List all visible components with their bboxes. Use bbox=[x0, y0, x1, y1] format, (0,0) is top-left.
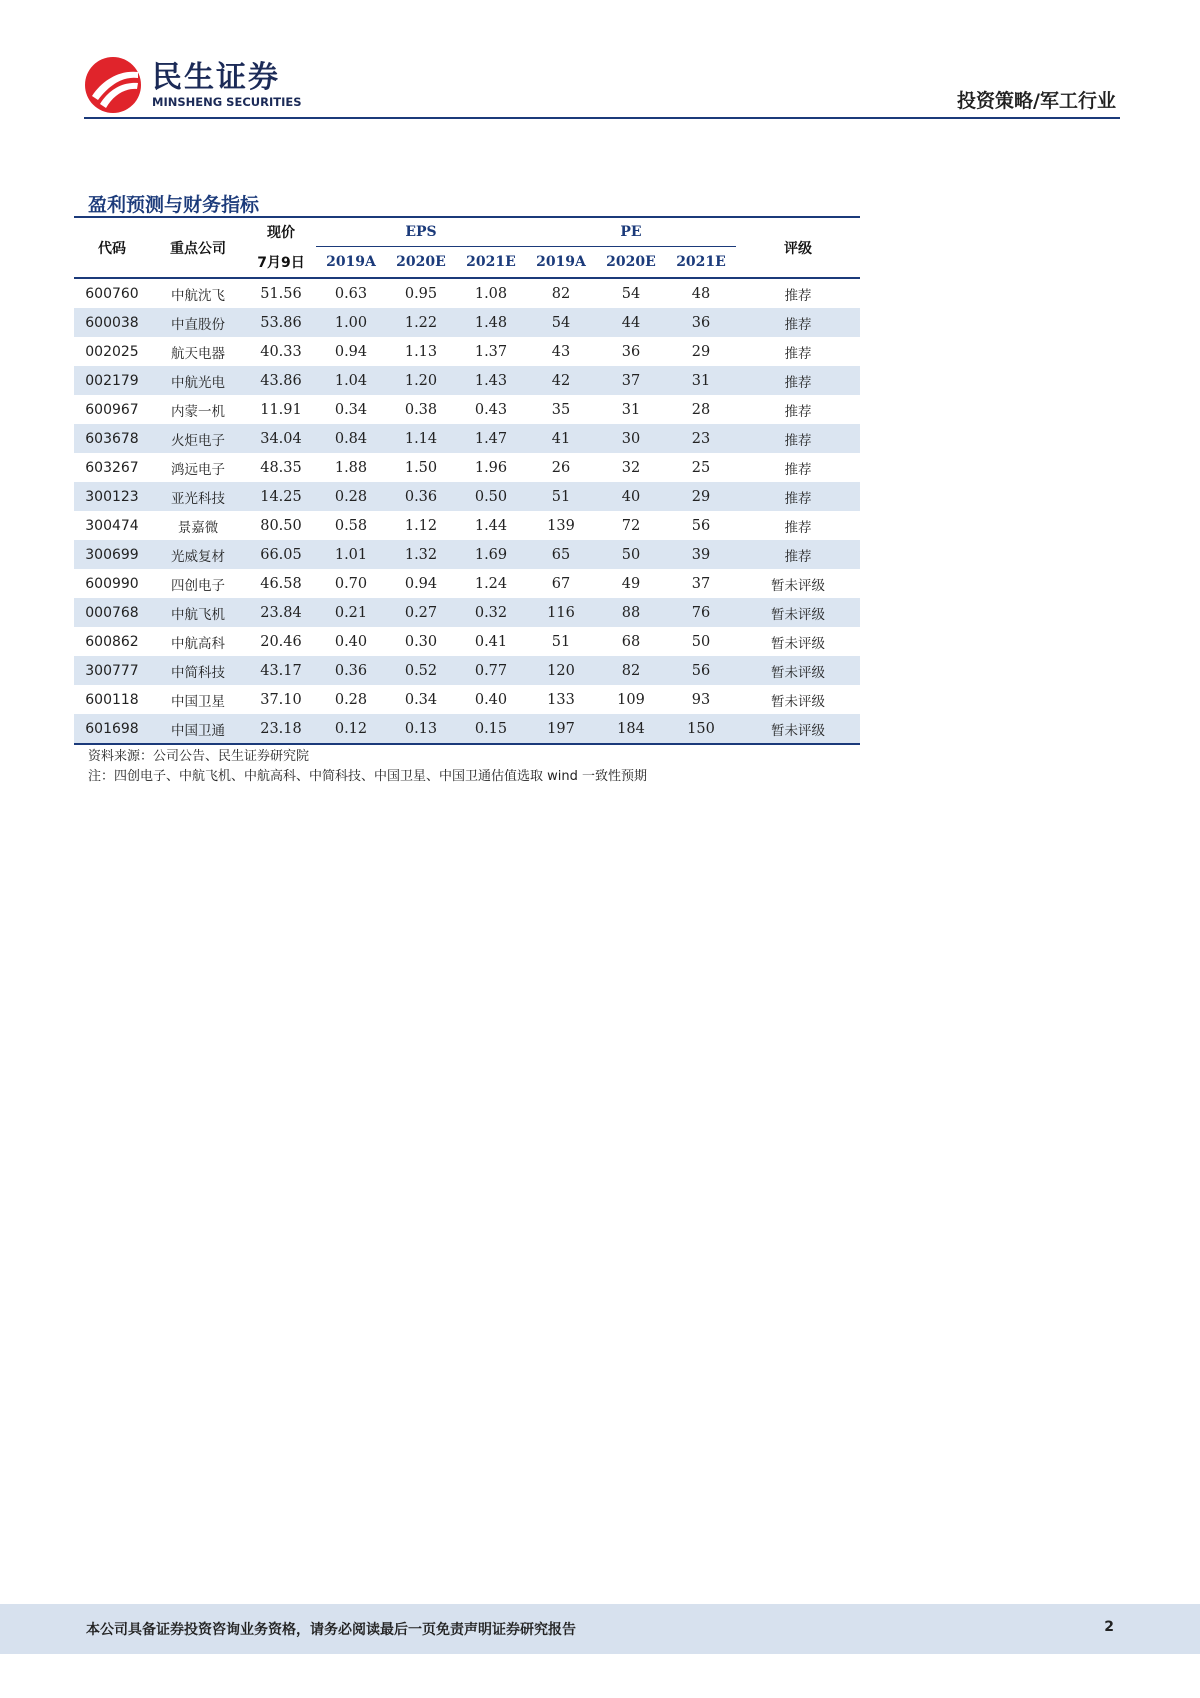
table-row bbox=[74, 714, 860, 744]
section-title: 盈利预测与财务指标 bbox=[88, 194, 260, 216]
cell-eps-2020e: 0.36 bbox=[386, 482, 456, 511]
header-price: 现价 bbox=[267, 225, 295, 242]
table-row bbox=[74, 453, 860, 482]
header-eps: EPS bbox=[316, 217, 526, 247]
table-row bbox=[74, 598, 860, 627]
header-divider bbox=[84, 117, 1120, 119]
cell-company: 内蒙一机 bbox=[171, 403, 225, 420]
cell-pe-2020e: 109 bbox=[617, 691, 645, 708]
table-body bbox=[74, 278, 860, 744]
cell-eps-2021e: 0.43 bbox=[474, 401, 508, 418]
cell-rating: 推荐 bbox=[736, 424, 860, 453]
table-header-row-1 bbox=[74, 217, 860, 247]
cell-code: 300123 bbox=[74, 482, 150, 511]
cell-rating: 推荐 bbox=[784, 461, 812, 478]
cell-eps-2020e: 0.30 bbox=[404, 633, 438, 650]
cell-eps-2020e: 1.12 bbox=[404, 517, 438, 534]
cell-pe-2019a: 54 bbox=[526, 308, 596, 337]
cell-pe-2020e: 88 bbox=[596, 598, 666, 627]
cell-eps-2021e: 1.43 bbox=[456, 366, 526, 395]
cell-code: 300474 bbox=[85, 517, 139, 534]
cell-pe-2019a: 65 bbox=[526, 540, 596, 569]
cell-eps-2021e: 1.24 bbox=[474, 575, 508, 592]
cell-eps-2020e: 0.95 bbox=[404, 285, 438, 302]
cell-price: 20.46 bbox=[260, 633, 302, 650]
cell-price: 37.10 bbox=[260, 691, 302, 708]
header-price-date: 7月9日 bbox=[257, 254, 305, 271]
cell-code: 300777 bbox=[74, 656, 150, 685]
logo-english-name: MINSHENG SECURITIES bbox=[152, 95, 302, 109]
cell-company: 光威复材 bbox=[150, 540, 246, 569]
cell-pe-2021e: 39 bbox=[666, 540, 736, 569]
company-logo bbox=[84, 56, 302, 114]
cell-eps-2021e: 0.50 bbox=[456, 482, 526, 511]
header-company: 重点公司 bbox=[170, 240, 226, 257]
cell-company: 亚光科技 bbox=[150, 482, 246, 511]
cell-eps-2019a: 0.28 bbox=[316, 482, 386, 511]
cell-eps-2020e: 1.20 bbox=[386, 366, 456, 395]
cell-pe-2020e: 54 bbox=[621, 285, 641, 302]
cell-pe-2019a: 41 bbox=[526, 424, 596, 453]
footer-disclaimer: 本公司具备证券投资咨询业务资格，请务必阅读最后一页免责声明证券研究报告 bbox=[86, 1622, 576, 1638]
cell-company: 鸿远电子 bbox=[171, 461, 225, 478]
page-footer bbox=[0, 1604, 1200, 1654]
page-header bbox=[84, 52, 1120, 118]
cell-eps-2020e: 1.13 bbox=[404, 343, 438, 360]
table-row bbox=[74, 366, 860, 395]
cell-rating: 推荐 bbox=[784, 403, 812, 420]
cell-rating: 推荐 bbox=[784, 287, 812, 304]
cell-eps-2019a: 0.58 bbox=[334, 517, 368, 534]
cell-pe-2021e: 150 bbox=[666, 714, 736, 744]
cell-code: 600990 bbox=[85, 575, 139, 592]
table-row bbox=[74, 482, 860, 511]
cell-pe-2021e: 50 bbox=[691, 633, 711, 650]
cell-code: 603678 bbox=[74, 424, 150, 453]
cell-rating: 推荐 bbox=[736, 482, 860, 511]
cell-company: 中航沈飞 bbox=[171, 287, 225, 304]
cell-pe-2020e: 68 bbox=[621, 633, 641, 650]
cell-pe-2020e: 50 bbox=[596, 540, 666, 569]
report-category: 投资策略/军工行业 bbox=[957, 90, 1116, 112]
cell-rating: 暂未评级 bbox=[736, 598, 860, 627]
cell-company: 中简科技 bbox=[150, 656, 246, 685]
table-notes bbox=[88, 747, 647, 787]
cell-company: 中国卫通 bbox=[150, 714, 246, 744]
cell-rating: 推荐 bbox=[736, 540, 860, 569]
table-row bbox=[74, 656, 860, 685]
cell-eps-2021e: 1.37 bbox=[474, 343, 508, 360]
forecast-table-container bbox=[74, 216, 860, 745]
cell-eps-2019a: 0.40 bbox=[334, 633, 368, 650]
cell-pe-2021e: 76 bbox=[666, 598, 736, 627]
cell-pe-2021e: 29 bbox=[666, 482, 736, 511]
cell-rating: 推荐 bbox=[736, 366, 860, 395]
cell-eps-2019a: 1.88 bbox=[334, 459, 368, 476]
cell-pe-2019a: 51 bbox=[551, 633, 571, 650]
cell-price: 14.25 bbox=[246, 482, 316, 511]
table-row bbox=[74, 685, 860, 714]
cell-pe-2020e: 36 bbox=[621, 343, 641, 360]
table-row bbox=[74, 627, 860, 656]
cell-eps-2021e: 1.48 bbox=[456, 308, 526, 337]
cell-pe-2019a: 42 bbox=[526, 366, 596, 395]
cell-eps-2021e: 1.96 bbox=[474, 459, 508, 476]
header-pe: PE bbox=[526, 217, 736, 247]
cell-eps-2021e: 1.69 bbox=[456, 540, 526, 569]
cell-eps-2020e: 0.13 bbox=[386, 714, 456, 744]
cell-code: 600862 bbox=[85, 633, 139, 650]
cell-pe-2021e: 93 bbox=[691, 691, 711, 708]
cell-company: 景嘉微 bbox=[177, 519, 219, 536]
cell-eps-2021e: 1.47 bbox=[456, 424, 526, 453]
cell-pe-2019a: 43 bbox=[551, 343, 571, 360]
cell-code: 600038 bbox=[74, 308, 150, 337]
cell-pe-2019a: 133 bbox=[547, 691, 575, 708]
cell-eps-2019a: 0.36 bbox=[316, 656, 386, 685]
cell-rating: 推荐 bbox=[736, 308, 860, 337]
cell-pe-2019a: 120 bbox=[526, 656, 596, 685]
header-pe-2019a: 2019A bbox=[536, 254, 586, 270]
table-row bbox=[74, 395, 860, 424]
cell-code: 601698 bbox=[74, 714, 150, 744]
cell-rating: 暂未评级 bbox=[771, 635, 826, 652]
cell-price: 53.86 bbox=[246, 308, 316, 337]
header-eps-2020e: 2020E bbox=[396, 254, 446, 270]
cell-pe-2019a: 197 bbox=[526, 714, 596, 744]
cell-price: 40.33 bbox=[260, 343, 302, 360]
cell-pe-2020e: 37 bbox=[596, 366, 666, 395]
cell-pe-2020e: 31 bbox=[621, 401, 641, 418]
cell-pe-2021e: 31 bbox=[666, 366, 736, 395]
cell-price: 11.91 bbox=[260, 401, 302, 418]
cell-company: 中直股份 bbox=[150, 308, 246, 337]
cell-eps-2021e: 0.15 bbox=[456, 714, 526, 744]
cell-pe-2020e: 40 bbox=[596, 482, 666, 511]
cell-company: 中航光电 bbox=[150, 366, 246, 395]
table-row bbox=[74, 511, 860, 540]
cell-pe-2021e: 37 bbox=[691, 575, 711, 592]
cell-eps-2021e: 0.32 bbox=[456, 598, 526, 627]
cell-code: 600118 bbox=[85, 691, 139, 708]
cell-eps-2021e: 0.41 bbox=[474, 633, 508, 650]
cell-pe-2019a: 35 bbox=[551, 401, 571, 418]
cell-eps-2019a: 1.00 bbox=[316, 308, 386, 337]
cell-eps-2019a: 0.70 bbox=[334, 575, 368, 592]
cell-eps-2019a: 1.01 bbox=[316, 540, 386, 569]
cell-code: 000768 bbox=[74, 598, 150, 627]
cell-price: 23.84 bbox=[246, 598, 316, 627]
cell-eps-2019a: 0.28 bbox=[334, 691, 368, 708]
cell-eps-2019a: 1.04 bbox=[316, 366, 386, 395]
cell-pe-2019a: 116 bbox=[526, 598, 596, 627]
cell-rating: 暂未评级 bbox=[771, 577, 826, 594]
cell-price: 23.18 bbox=[246, 714, 316, 744]
cell-rating: 暂未评级 bbox=[736, 714, 860, 744]
cell-eps-2020e: 0.94 bbox=[404, 575, 438, 592]
cell-pe-2021e: 23 bbox=[666, 424, 736, 453]
header-eps-2019a: 2019A bbox=[326, 254, 376, 270]
cell-company: 中航高科 bbox=[171, 635, 225, 652]
cell-eps-2020e: 1.14 bbox=[386, 424, 456, 453]
page-number: 2 bbox=[1104, 1619, 1114, 1635]
cell-pe-2020e: 32 bbox=[621, 459, 641, 476]
cell-code: 603267 bbox=[85, 459, 139, 476]
header-rating: 评级 bbox=[784, 240, 813, 257]
cell-price: 34.04 bbox=[246, 424, 316, 453]
header-eps-2021e: 2021E bbox=[466, 254, 516, 270]
cell-eps-2019a: 0.21 bbox=[316, 598, 386, 627]
forecast-table bbox=[74, 216, 860, 745]
cell-company: 四创电子 bbox=[171, 577, 225, 594]
table-row bbox=[74, 424, 860, 453]
cell-eps-2021e: 0.40 bbox=[474, 691, 508, 708]
cell-rating: 暂未评级 bbox=[736, 656, 860, 685]
cell-pe-2021e: 56 bbox=[666, 656, 736, 685]
cell-pe-2019a: 67 bbox=[551, 575, 571, 592]
cell-eps-2020e: 0.27 bbox=[386, 598, 456, 627]
source-note: 资料来源：公司公告、民生证券研究院 bbox=[88, 749, 310, 764]
table-row bbox=[74, 337, 860, 366]
cell-rating: 推荐 bbox=[784, 345, 812, 362]
cell-price: 43.86 bbox=[246, 366, 316, 395]
cell-eps-2020e: 0.38 bbox=[404, 401, 438, 418]
cell-eps-2019a: 0.12 bbox=[316, 714, 386, 744]
cell-pe-2020e: 82 bbox=[596, 656, 666, 685]
cell-code: 002025 bbox=[85, 343, 139, 360]
cell-eps-2019a: 0.84 bbox=[316, 424, 386, 453]
cell-pe-2019a: 26 bbox=[551, 459, 571, 476]
cell-eps-2019a: 0.34 bbox=[334, 401, 368, 418]
cell-price: 80.50 bbox=[260, 517, 302, 534]
cell-company: 中国卫星 bbox=[171, 693, 225, 710]
cell-eps-2020e: 0.34 bbox=[404, 691, 438, 708]
cell-rating: 推荐 bbox=[784, 519, 812, 536]
cell-pe-2019a: 51 bbox=[526, 482, 596, 511]
cell-pe-2019a: 82 bbox=[551, 285, 571, 302]
cell-pe-2020e: 30 bbox=[596, 424, 666, 453]
cell-price: 51.56 bbox=[260, 285, 302, 302]
cell-pe-2019a: 139 bbox=[547, 517, 575, 534]
cell-eps-2019a: 0.94 bbox=[334, 343, 368, 360]
cell-code: 600967 bbox=[85, 401, 139, 418]
cell-pe-2021e: 28 bbox=[691, 401, 711, 418]
table-row bbox=[74, 308, 860, 337]
cell-pe-2021e: 29 bbox=[691, 343, 711, 360]
cell-eps-2021e: 1.08 bbox=[474, 285, 508, 302]
logo-chinese-name: 民生证券 bbox=[152, 60, 280, 95]
cell-code: 002179 bbox=[74, 366, 150, 395]
cell-pe-2021e: 36 bbox=[666, 308, 736, 337]
cell-pe-2020e: 184 bbox=[596, 714, 666, 744]
cell-eps-2020e: 1.22 bbox=[386, 308, 456, 337]
cell-pe-2020e: 72 bbox=[621, 517, 641, 534]
cell-price: 43.17 bbox=[246, 656, 316, 685]
cell-company: 航天电器 bbox=[171, 345, 225, 362]
cell-pe-2020e: 49 bbox=[621, 575, 641, 592]
cell-pe-2020e: 44 bbox=[596, 308, 666, 337]
cell-rating: 暂未评级 bbox=[771, 693, 826, 710]
cell-pe-2021e: 56 bbox=[691, 517, 711, 534]
cell-eps-2021e: 0.77 bbox=[456, 656, 526, 685]
minsheng-logo-icon bbox=[84, 56, 142, 114]
cell-code: 300699 bbox=[74, 540, 150, 569]
cell-pe-2021e: 25 bbox=[691, 459, 711, 476]
header-pe-2021e: 2021E bbox=[676, 254, 726, 270]
cell-price: 48.35 bbox=[260, 459, 302, 476]
table-row bbox=[74, 278, 860, 308]
cell-eps-2019a: 0.63 bbox=[334, 285, 368, 302]
header-code: 代码 bbox=[98, 240, 126, 257]
table-row bbox=[74, 569, 860, 598]
header-pe-2020e: 2020E bbox=[606, 254, 656, 270]
cell-eps-2020e: 0.52 bbox=[386, 656, 456, 685]
cell-eps-2020e: 1.50 bbox=[404, 459, 438, 476]
cell-price: 66.05 bbox=[246, 540, 316, 569]
cell-company: 火炬电子 bbox=[150, 424, 246, 453]
cell-eps-2021e: 1.44 bbox=[474, 517, 508, 534]
cell-price: 46.58 bbox=[260, 575, 302, 592]
table-row bbox=[74, 540, 860, 569]
cell-eps-2020e: 1.32 bbox=[386, 540, 456, 569]
cell-code: 600760 bbox=[85, 285, 139, 302]
cell-pe-2021e: 48 bbox=[691, 285, 711, 302]
valuation-note: 注：四创电子、中航飞机、中航高科、中简科技、中国卫星、中国卫通估值选取 wind 一致性预期 bbox=[88, 769, 648, 784]
cell-company: 中航飞机 bbox=[150, 598, 246, 627]
